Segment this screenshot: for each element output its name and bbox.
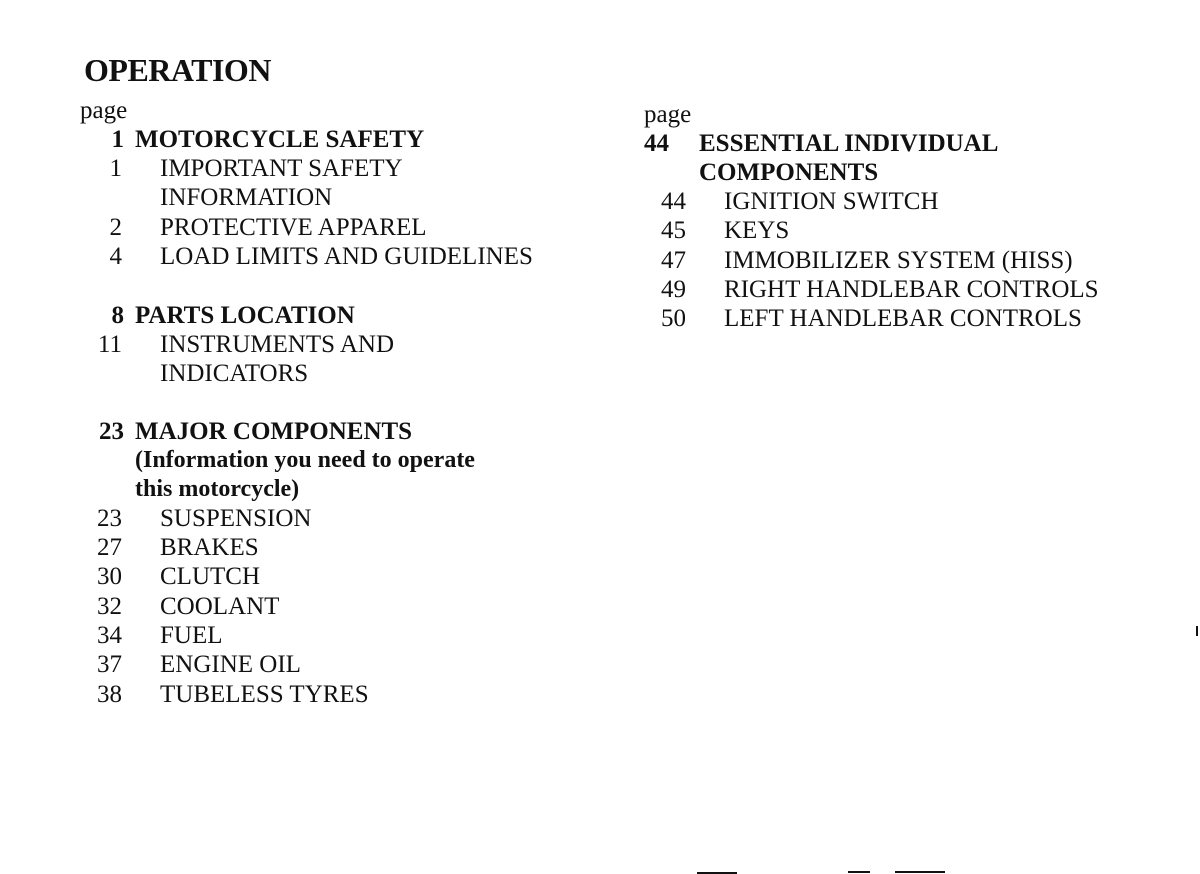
toc-entry-list: [644, 187, 1184, 333]
entry-title-line: INDICATORS: [160, 360, 309, 388]
toc-section-heading[interactable]: [80, 417, 610, 446]
toc-entry[interactable]: [80, 621, 610, 650]
entry-title-line: INSTRUMENTS AND: [160, 331, 395, 359]
section-title: MOTORCYCLE SAFETY: [135, 126, 425, 153]
entry-title-line: FUEL: [160, 621, 223, 649]
toc-entry[interactable]: [80, 562, 610, 591]
entry-title-line: IMPORTANT SAFETY: [160, 155, 403, 182]
entry-title-line: INFORMATION: [160, 184, 333, 212]
toc-section-heading[interactable]: [644, 129, 1184, 187]
entry-page-number: 2: [109, 213, 122, 241]
entry-title-line: BRAKES: [160, 534, 259, 562]
toc-entry-list: [80, 330, 610, 389]
section-subtitle-line: (Information you need to operate: [135, 446, 475, 473]
entry-page-number: 32: [97, 592, 122, 620]
entry-title-line: SUSPENSION: [160, 504, 312, 532]
section-subtitle-line: this motorcycle): [135, 475, 300, 502]
entry-title-line: RIGHT HANDLEBAR CONTROLS: [724, 275, 1099, 303]
entry-page-number: 11: [97, 331, 122, 359]
section-title: MAJOR COMPONENTS: [135, 417, 413, 445]
entry-page-number: 37: [97, 651, 122, 679]
toc-left-column: [80, 97, 610, 709]
entry-page-number: 27: [97, 534, 122, 562]
section-title: PARTS LOCATION: [135, 302, 355, 330]
entry-page-number: 1: [109, 155, 122, 182]
section-page-number: 44: [644, 130, 669, 157]
section-page-number: 1: [111, 126, 124, 153]
toc-entry-list: [80, 154, 610, 271]
toc-entry[interactable]: [80, 330, 610, 389]
section-page-number: 8: [111, 302, 124, 330]
toc-entry[interactable]: [80, 504, 610, 533]
entry-title-line: IMMOBILIZER SYSTEM (HISS): [724, 246, 1073, 274]
toc-entry[interactable]: [644, 187, 1184, 216]
entry-page-number: 45: [661, 217, 686, 245]
entry-title-line: LOAD LIMITS AND GUIDELINES: [160, 242, 533, 270]
toc-entry-list: [80, 504, 610, 709]
toc-entry[interactable]: [80, 154, 610, 213]
section-title-line: COMPONENTS: [699, 159, 879, 186]
scan-mark: [895, 871, 945, 873]
entry-title-line: IGNITION SWITCH: [724, 188, 939, 215]
toc-entry[interactable]: [80, 650, 610, 679]
entry-title-line: COOLANT: [160, 592, 280, 620]
entry-title-line: PROTECTIVE APPAREL: [160, 213, 427, 241]
toc-entry[interactable]: [80, 213, 610, 242]
section-page-number: 23: [99, 417, 124, 445]
scan-mark: [1196, 626, 1198, 636]
toc-entry[interactable]: [644, 216, 1184, 245]
toc-entry[interactable]: [644, 275, 1184, 304]
toc-entry[interactable]: [80, 242, 610, 271]
toc-entry[interactable]: [80, 592, 610, 621]
entry-title-line: KEYS: [724, 217, 790, 245]
entry-page-number: 38: [97, 680, 122, 708]
toc-section-heading[interactable]: [80, 301, 610, 330]
page-column-label: page: [80, 97, 128, 124]
entry-title-line: CLUTCH: [160, 563, 260, 591]
scan-mark: [848, 871, 870, 873]
page-title: OPERATION: [84, 52, 271, 88]
entry-page-number: 23: [97, 504, 122, 532]
entry-page-number: 34: [97, 621, 122, 649]
entry-page-number: 44: [661, 188, 686, 215]
toc-right-column: [644, 101, 1184, 333]
entry-title-line: ENGINE OIL: [160, 651, 301, 679]
entry-page-number: 30: [97, 563, 122, 591]
toc-section-heading[interactable]: [80, 125, 610, 154]
toc-entry[interactable]: [644, 246, 1184, 275]
section-title-line: ESSENTIAL INDIVIDUAL: [699, 130, 999, 157]
entry-page-number: 4: [109, 242, 122, 270]
entry-page-number: 49: [661, 275, 686, 303]
entry-page-number: 50: [661, 305, 686, 333]
toc-entry[interactable]: [644, 304, 1184, 333]
entry-title-line: TUBELESS TYRES: [160, 680, 369, 708]
entry-title-line: LEFT HANDLEBAR CONTROLS: [724, 305, 1082, 333]
page-column-label: page: [644, 101, 692, 128]
toc-entry[interactable]: [80, 680, 610, 709]
toc-entry[interactable]: [80, 533, 610, 562]
entry-page-number: 47: [661, 246, 686, 274]
